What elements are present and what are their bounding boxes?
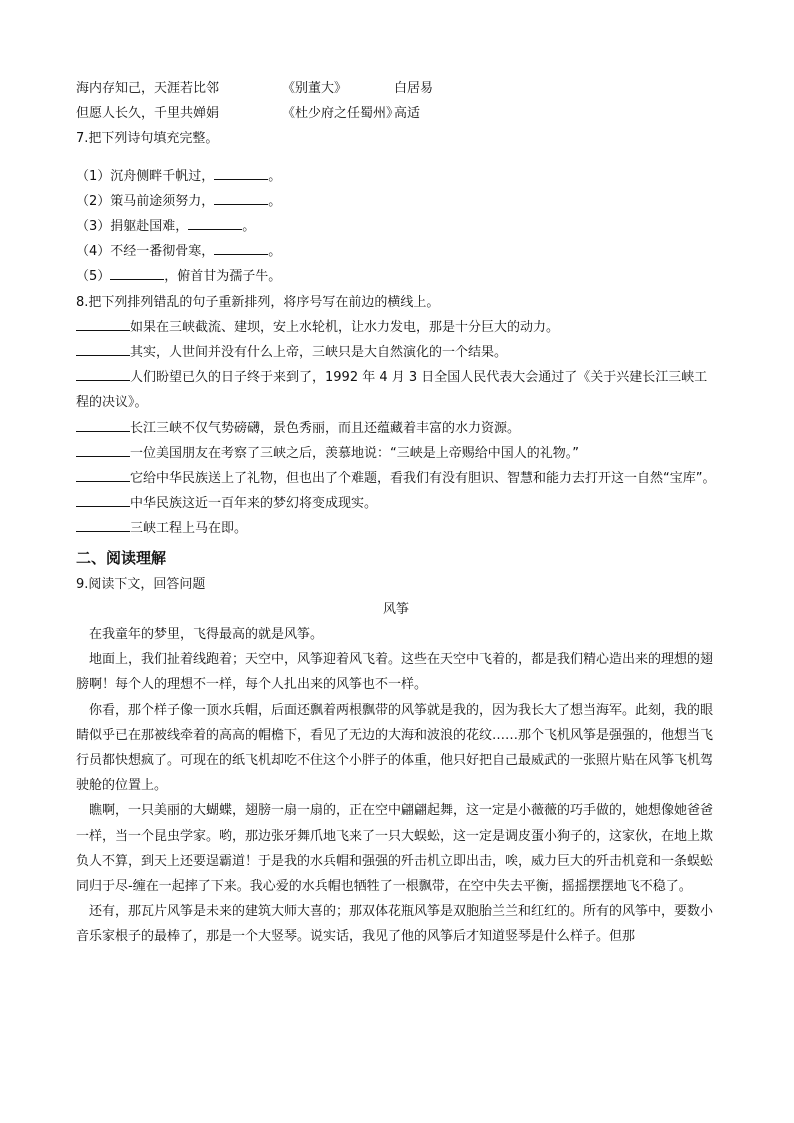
q8-sentence: 三峡工程上马在即。 xyxy=(130,521,248,537)
section-heading: 二、阅读理解 xyxy=(76,548,167,567)
q7-item-suffix: 。 xyxy=(268,244,282,260)
poem-source: 《别董大》 xyxy=(282,81,348,96)
article-paragraph: 瞧啊，一只美丽的大蝴蝶，翅膀一扇一扇的，正在空中翩翩起舞，这一定是小薇薇的巧手做的，她想像她爸爸一样，当一个昆虫学家。哟，那边张牙舞爪地飞来了一只大蜈蚣，这一定是调皮蛋小狗子的，这家伙，在地上欺负人不算，到天上还要逞霸道！于是我的水兵帽和强强的歼击机立即出击，唉，威力巨大的歼击机竟和一条蜈蚣同归于尽-缠在一起摔了下来。我心爱的水兵帽也牺牲了一根飘带，在空中失去平衡，摇摇摆摆地飞不稳了。 xyxy=(76,803,714,895)
q7-item xyxy=(76,214,716,239)
order-blank[interactable] xyxy=(76,469,130,482)
q8-item xyxy=(76,340,716,365)
poem-verse: 但愿人长久，千里共婵娟 xyxy=(76,106,220,122)
answer-blank[interactable] xyxy=(214,192,268,205)
q7-item-suffix: ，俯首甘为孺子牛。 xyxy=(164,269,282,285)
article-title: 风筝 xyxy=(382,601,409,617)
q7-item-prefix: （4）不经一番彻骨寒， xyxy=(76,244,215,260)
q7-item-prefix: （3）捐躯赴国难， xyxy=(76,218,189,234)
poem-verse: 海内存知己，天涯若比邻 xyxy=(76,81,220,96)
poem-author: 白居易 xyxy=(394,81,434,96)
q7-item xyxy=(76,189,716,214)
document-page xyxy=(76,76,716,950)
q7-item xyxy=(76,264,716,289)
question-7-prompt: 7.把下列诗句填充完整。 xyxy=(76,131,219,147)
q8-item xyxy=(76,441,716,466)
q7-item-prefix: （1）沉舟侧畔千帆过， xyxy=(76,168,215,184)
question-9-prompt: 9.阅读下文，回答问题 xyxy=(76,576,206,592)
q8-item xyxy=(76,466,716,491)
q7-item-suffix: 。 xyxy=(242,218,256,234)
order-blank[interactable] xyxy=(76,419,130,432)
order-blank[interactable] xyxy=(76,444,130,457)
q7-item-suffix: 。 xyxy=(268,168,282,184)
question-8-prompt: 8.把下列排列错乱的句子重新排列，将序号写在前边的横线上。 xyxy=(76,294,440,310)
poem-row xyxy=(76,101,716,126)
poem-source: 《杜少府之任蜀州》 xyxy=(282,106,400,122)
order-blank[interactable] xyxy=(76,318,130,331)
order-blank[interactable] xyxy=(76,519,130,532)
q7-item-suffix: 。 xyxy=(268,193,282,209)
q7-item-prefix: （2）策马前途须努力， xyxy=(76,193,215,209)
answer-blank[interactable] xyxy=(214,167,268,180)
q8-sentence: 一位美国朋友在考察了三峡之后，羡慕地说：“三峡是上帝赐给中国人的礼物。” xyxy=(130,445,579,461)
q8-item xyxy=(76,416,716,441)
q8-sentence: 长江三峡不仅气势磅礴，景色秀丽，而且还蕴藏着丰富的水力资源。 xyxy=(130,420,521,436)
q7-item-prefix: （5） xyxy=(76,269,111,285)
order-blank[interactable] xyxy=(76,494,130,507)
answer-blank[interactable] xyxy=(188,217,242,230)
answer-blank[interactable] xyxy=(214,242,268,255)
q8-sentence: 中华民族这近一百年来的梦幻将变成现实。 xyxy=(130,496,378,512)
order-blank[interactable] xyxy=(76,368,130,381)
article-paragraph: 地面上，我们扯着线跑着；天空中，风筝迎着风飞着。这些在天空中飞着的，都是我们精心造出来的理想的翅膀啊！每个人的理想不一样，每个人扎出来的风筝也不一样。 xyxy=(76,652,714,693)
q8-item xyxy=(76,315,716,340)
answer-blank[interactable] xyxy=(110,267,164,280)
q8-item xyxy=(76,491,716,516)
q8-sentence: 如果在三峡截流、建坝，安上水轮机，让水力发电，那是十分巨大的动力。 xyxy=(130,319,560,335)
q8-sentence: 人们盼望已久的日子终于来到了，1992 年 4 月 3 日全国人民代表大会通过了《关于兴建长江三峡工程的决议》。 xyxy=(76,370,708,411)
q7-item xyxy=(76,239,716,264)
order-blank[interactable] xyxy=(76,343,130,356)
article-paragraph: 你看，那个样子像一顶水兵帽，后面还飘着两根飘带的风筝就是我的，因为我长大了想当海军。此刻，我的眼睛似乎已在那被线牵着的高高的帽檐下，看见了无边的大海和波浪的花纹……那个飞机风筝是强强的，他想当飞行员都快想疯了。可现在的纸飞机却吃不住这个小胖子的体重，他只好把自己最威武的一张照片贴在风筝飞机驾驶舱的位置上。 xyxy=(76,702,714,794)
poem-author: 高适 xyxy=(394,106,421,122)
q8-item xyxy=(76,365,716,415)
article-paragraph: 还有，那瓦片风筝是未来的建筑大师大喜的；那双体花瓶风筝是双胞胎兰兰和红红的。所有的风筝中，要数小音乐家根子的最棒了，那是一个大竖琴。说实话，我见了他的风筝后才知道竖琴是什么样子。但那 xyxy=(76,904,714,945)
q7-item xyxy=(76,164,716,189)
q8-sentence: 它给中华民族送上了礼物，但也出了个难题，看我们有没有胆识、智慧和能力去打开这一自然“宝库”。 xyxy=(130,471,716,487)
poem-row xyxy=(76,76,716,101)
q8-sentence: 其实，人世间并没有什么上帝，三峡只是大自然演化的一个结果。 xyxy=(130,345,508,360)
article-paragraph: 在我童年的梦里，飞得最高的就是风筝。 xyxy=(89,627,324,643)
q8-item xyxy=(76,516,716,541)
